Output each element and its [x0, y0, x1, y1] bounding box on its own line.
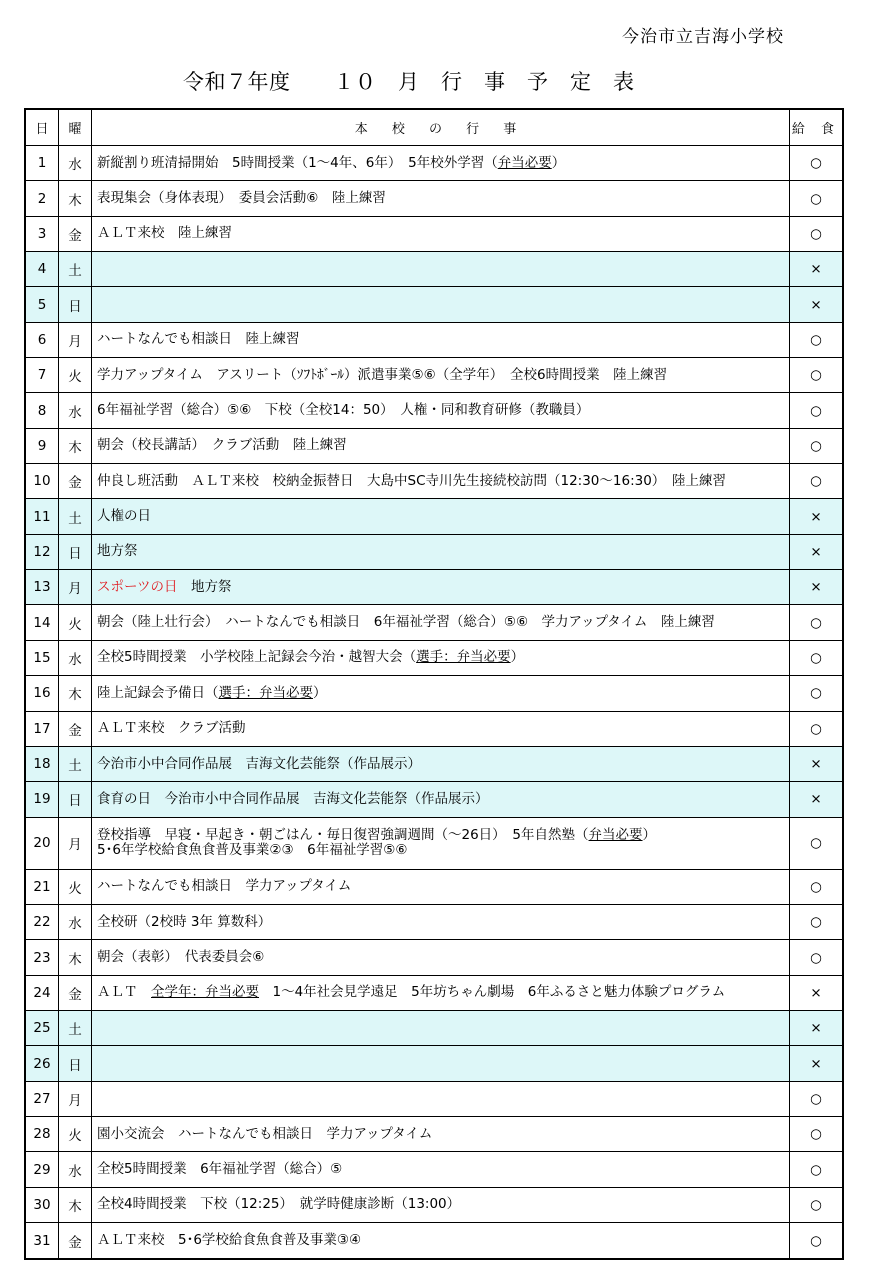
table-row [25, 428, 843, 463]
table-row [25, 146, 843, 181]
event-text: 人権の日 [97, 508, 151, 525]
day-cell: 17 [25, 711, 59, 746]
events-cell [92, 782, 790, 817]
event-text: 登校指導 早寝・早起き・朝ごはん・毎日復習強調週間（～26日） 5年自然塾（ [97, 827, 589, 844]
events-cell [92, 817, 790, 869]
day-cell: 5 [25, 287, 59, 322]
lunch-cell: × [790, 1046, 844, 1081]
event-text: ） [642, 827, 657, 844]
event-text: 6年福祉学習（総合）⑤⑥ 下校（全校14：50） 人権・同和教育研修（教職員） [97, 402, 590, 419]
events-cell [92, 181, 790, 216]
lunch-cell: ○ [790, 464, 844, 499]
events-cell [92, 464, 790, 499]
weekday-cell: 火 [59, 1117, 92, 1152]
header-events: 本 校 の 行 事 [92, 109, 790, 146]
table-row [25, 1187, 843, 1222]
weekday-cell: 水 [59, 1152, 92, 1187]
table-row [25, 252, 843, 287]
day-cell: 31 [25, 1223, 59, 1259]
table-row [25, 181, 843, 216]
event-text: 地方祭 [177, 578, 232, 595]
weekday-cell: 土 [59, 746, 92, 781]
header-day: 日 [25, 109, 59, 146]
events-cell [92, 605, 790, 640]
weekday-cell: 日 [59, 287, 92, 322]
lunch-cell: ○ [790, 1152, 844, 1187]
weekday-cell: 月 [59, 1081, 92, 1116]
event-text: ） [313, 684, 327, 701]
lunch-cell: ○ [790, 676, 844, 711]
events-cell [92, 1011, 790, 1046]
events-cell [92, 1152, 790, 1187]
event-line [97, 985, 789, 1000]
lunch-cell: ○ [790, 1223, 844, 1259]
day-cell: 22 [25, 905, 59, 940]
events-cell [92, 1187, 790, 1222]
event-line [97, 1162, 789, 1177]
events-cell [92, 1081, 790, 1116]
event-text: 朝会（校長講話） クラブ活動 陸上練習 [97, 437, 347, 454]
event-text: 表現集会（身体表現） 委員会活動⑥ 陸上練習 [97, 190, 386, 207]
header-weekday: 曜 [59, 109, 92, 146]
lunch-cell: × [790, 746, 844, 781]
day-cell: 27 [25, 1081, 59, 1116]
lunch-cell: ○ [790, 358, 844, 393]
event-line [97, 332, 789, 347]
event-line [97, 544, 789, 559]
event-text: 全校研（2校時 3年 算数科） [97, 913, 272, 930]
header-lunch: 給 食 [790, 109, 844, 146]
lunch-cell: × [790, 1011, 844, 1046]
event-text: 地方祭 [97, 543, 138, 560]
weekday-cell: 木 [59, 940, 92, 975]
event-line [97, 580, 789, 595]
event-text: 1～4年社会見学遠足 5年坊ちゃん劇場 6年ふるさと魅力体験プログラム [259, 984, 726, 1001]
table-row [25, 570, 843, 605]
event-text: ＡＬＴ [97, 984, 151, 1001]
table-row [25, 499, 843, 534]
weekday-cell: 火 [59, 358, 92, 393]
weekday-cell: 木 [59, 676, 92, 711]
lunch-required-note: 全学年：弁当必要 [151, 984, 259, 1001]
school-name: 今治市立吉海小学校 [622, 27, 784, 47]
event-text: ） [551, 154, 566, 171]
table-row [25, 1223, 843, 1259]
day-cell: 8 [25, 393, 59, 428]
events-cell [92, 146, 790, 181]
event-line [97, 950, 789, 965]
lunch-cell: × [790, 570, 844, 605]
events-cell [92, 534, 790, 569]
table-row [25, 322, 843, 357]
lunch-cell: ○ [790, 216, 844, 251]
day-cell: 19 [25, 782, 59, 817]
lunch-cell: ○ [790, 640, 844, 675]
event-line [97, 757, 789, 772]
weekday-cell: 月 [59, 570, 92, 605]
weekday-cell: 金 [59, 216, 92, 251]
table-row [25, 782, 843, 817]
event-line [97, 403, 789, 418]
day-cell: 15 [25, 640, 59, 675]
table-row [25, 975, 843, 1010]
event-text: ＡＬＴ来校 クラブ活動 [97, 720, 246, 737]
lunch-required-note: 選手：弁当必要 [416, 649, 511, 666]
weekday-cell: 木 [59, 181, 92, 216]
lunch-required-note: 選手：弁当必要 [218, 684, 313, 701]
day-cell: 28 [25, 1117, 59, 1152]
event-line [97, 828, 789, 843]
events-cell [92, 287, 790, 322]
events-cell [92, 216, 790, 251]
day-cell: 24 [25, 975, 59, 1010]
event-line [97, 368, 789, 383]
events-cell [92, 869, 790, 904]
weekday-cell: 月 [59, 817, 92, 869]
events-cell [92, 393, 790, 428]
events-cell [92, 975, 790, 1010]
events-cell [92, 428, 790, 463]
page-title: 令和７年度 １０ 月 行 事 予 定 表 [183, 70, 635, 94]
event-text: 食育の日 今治市小中合同作品展 吉海文化芸能祭（作品展示） [97, 790, 489, 807]
lunch-cell: ○ [790, 428, 844, 463]
day-cell: 6 [25, 322, 59, 357]
table-row [25, 1152, 843, 1187]
day-cell: 2 [25, 181, 59, 216]
event-line [97, 843, 789, 858]
day-cell: 21 [25, 869, 59, 904]
events-cell [92, 640, 790, 675]
lunch-cell: × [790, 782, 844, 817]
day-cell: 7 [25, 358, 59, 393]
event-text: 朝会（表彰） 代表委員会⑥ [97, 949, 265, 966]
weekday-cell: 土 [59, 499, 92, 534]
weekday-cell: 水 [59, 393, 92, 428]
event-line [97, 879, 789, 894]
weekday-cell: 日 [59, 1046, 92, 1081]
day-cell: 20 [25, 817, 59, 869]
weekday-cell: 日 [59, 782, 92, 817]
lunch-cell: ○ [790, 146, 844, 181]
table-row [25, 605, 843, 640]
day-cell: 1 [25, 146, 59, 181]
table-row [25, 287, 843, 322]
event-line [97, 686, 789, 701]
weekday-cell: 火 [59, 869, 92, 904]
day-cell: 14 [25, 605, 59, 640]
events-cell [92, 1117, 790, 1152]
holiday-label: スポーツの日 [97, 578, 178, 595]
events-cell [92, 711, 790, 746]
event-text: 園小交流会 ハートなんでも相談日 学力アップタイム [97, 1125, 433, 1142]
events-cell [92, 358, 790, 393]
events-cell [92, 570, 790, 605]
event-text: 陸上記録会予備日（ [97, 684, 219, 701]
event-text: 今治市小中合同作品展 吉海文化芸能祭（作品展示） [97, 755, 421, 772]
weekday-cell: 水 [59, 640, 92, 675]
lunch-cell: ○ [790, 869, 844, 904]
event-line [97, 509, 789, 524]
lunch-required-note: 弁当必要 [588, 827, 643, 844]
lunch-cell: × [790, 287, 844, 322]
weekday-cell: 土 [59, 252, 92, 287]
day-cell: 25 [25, 1011, 59, 1046]
event-text: 新縦割り班清掃開始 5時間授業（1～4年、6年） 5年校外学習（ [97, 154, 498, 171]
table-row [25, 393, 843, 428]
weekday-cell: 金 [59, 711, 92, 746]
lunch-cell: × [790, 499, 844, 534]
lunch-cell: ○ [790, 817, 844, 869]
events-cell [92, 322, 790, 357]
event-text: ＡＬＴ来校 5･6学校給食魚食普及事業③④ [97, 1232, 362, 1249]
event-text: 全校5時間授業 小学校陸上記録会今治・越智大会（ [97, 649, 417, 666]
event-text: ハートなんでも相談日 学力アップタイム [97, 878, 352, 895]
lunch-cell: ○ [790, 711, 844, 746]
weekday-cell: 日 [59, 534, 92, 569]
table-row [25, 817, 843, 869]
event-text: 朝会（陸上壮行会） ハートなんでも相談日 6年福祉学習（総合）⑤⑥ 学力アップタイム 陸上練習 [97, 614, 715, 631]
event-text: 全校5時間授業 6年福祉学習（総合）⑤ [97, 1161, 343, 1178]
table-row [25, 1081, 843, 1116]
table-row [25, 534, 843, 569]
day-cell: 30 [25, 1187, 59, 1222]
lunch-cell: ○ [790, 905, 844, 940]
event-text: ハートなんでも相談日 陸上練習 [97, 331, 300, 348]
table-row [25, 358, 843, 393]
table-row [25, 464, 843, 499]
event-text: 学力アップタイム アスリート（ｿﾌﾄﾎﾞｰﾙ）派遣事業⑤⑥（全学年） 全校6時間授業 陸上練習 [97, 366, 668, 383]
events-cell [92, 746, 790, 781]
events-cell [92, 905, 790, 940]
event-line [97, 650, 789, 665]
weekday-cell: 水 [59, 146, 92, 181]
weekday-cell: 木 [59, 1187, 92, 1222]
table-row [25, 746, 843, 781]
lunch-required-note: 弁当必要 [497, 154, 552, 171]
event-text: 仲良し班活動 ＡＬＴ来校 校納金振替日 大島中SC寺川先生接続校訪問（12:30～16:30） 陸上練習 [97, 472, 727, 489]
table-row [25, 216, 843, 251]
weekday-cell: 金 [59, 1223, 92, 1259]
events-cell [92, 499, 790, 534]
lunch-cell: ○ [790, 1081, 844, 1116]
table-body [25, 146, 843, 1260]
event-line [97, 615, 789, 630]
event-line [97, 191, 789, 206]
event-line [97, 1233, 789, 1248]
table-row [25, 676, 843, 711]
event-line [97, 792, 789, 807]
table-row [25, 711, 843, 746]
event-text: ） [510, 649, 525, 666]
table-header-row [25, 109, 843, 146]
events-cell [92, 940, 790, 975]
event-line [97, 1127, 789, 1142]
event-line [97, 438, 789, 453]
lunch-cell: × [790, 534, 844, 569]
lunch-cell: ○ [790, 322, 844, 357]
weekday-cell: 土 [59, 1011, 92, 1046]
schedule-table [24, 108, 844, 1260]
lunch-cell: ○ [790, 605, 844, 640]
events-cell [92, 676, 790, 711]
events-cell [92, 1046, 790, 1081]
day-cell: 23 [25, 940, 59, 975]
weekday-cell: 木 [59, 428, 92, 463]
event-line [97, 474, 789, 489]
day-cell: 18 [25, 746, 59, 781]
event-text: ＡＬＴ来校 陸上練習 [97, 225, 232, 242]
day-cell: 4 [25, 252, 59, 287]
lunch-cell: × [790, 975, 844, 1010]
table-row [25, 1117, 843, 1152]
day-cell: 11 [25, 499, 59, 534]
weekday-cell: 火 [59, 605, 92, 640]
event-line [97, 721, 789, 736]
event-line [97, 915, 789, 930]
event-line [97, 156, 789, 171]
lunch-cell: ○ [790, 940, 844, 975]
table-row [25, 1011, 843, 1046]
day-cell: 26 [25, 1046, 59, 1081]
day-cell: 16 [25, 676, 59, 711]
table-row [25, 869, 843, 904]
events-cell [92, 252, 790, 287]
weekday-cell: 水 [59, 905, 92, 940]
lunch-cell: ○ [790, 1117, 844, 1152]
day-cell: 13 [25, 570, 59, 605]
weekday-cell: 金 [59, 464, 92, 499]
events-cell [92, 1223, 790, 1259]
event-line [97, 1197, 789, 1212]
table-row [25, 640, 843, 675]
table-row [25, 1046, 843, 1081]
day-cell: 29 [25, 1152, 59, 1187]
weekday-cell: 月 [59, 322, 92, 357]
weekday-cell: 金 [59, 975, 92, 1010]
lunch-cell: ○ [790, 181, 844, 216]
lunch-cell: ○ [790, 393, 844, 428]
lunch-cell: × [790, 252, 844, 287]
table-row [25, 940, 843, 975]
day-cell: 10 [25, 464, 59, 499]
day-cell: 12 [25, 534, 59, 569]
event-text: 全校4時間授業 下校（12:25） 就学時健康診断（13:00） [97, 1196, 461, 1213]
event-line [97, 226, 789, 241]
table-row [25, 905, 843, 940]
lunch-cell: ○ [790, 1187, 844, 1222]
event-text: 5･6年学校給食魚食普及事業②③ 6年福祉学習⑤⑥ [97, 842, 408, 859]
day-cell: 3 [25, 216, 59, 251]
day-cell: 9 [25, 428, 59, 463]
